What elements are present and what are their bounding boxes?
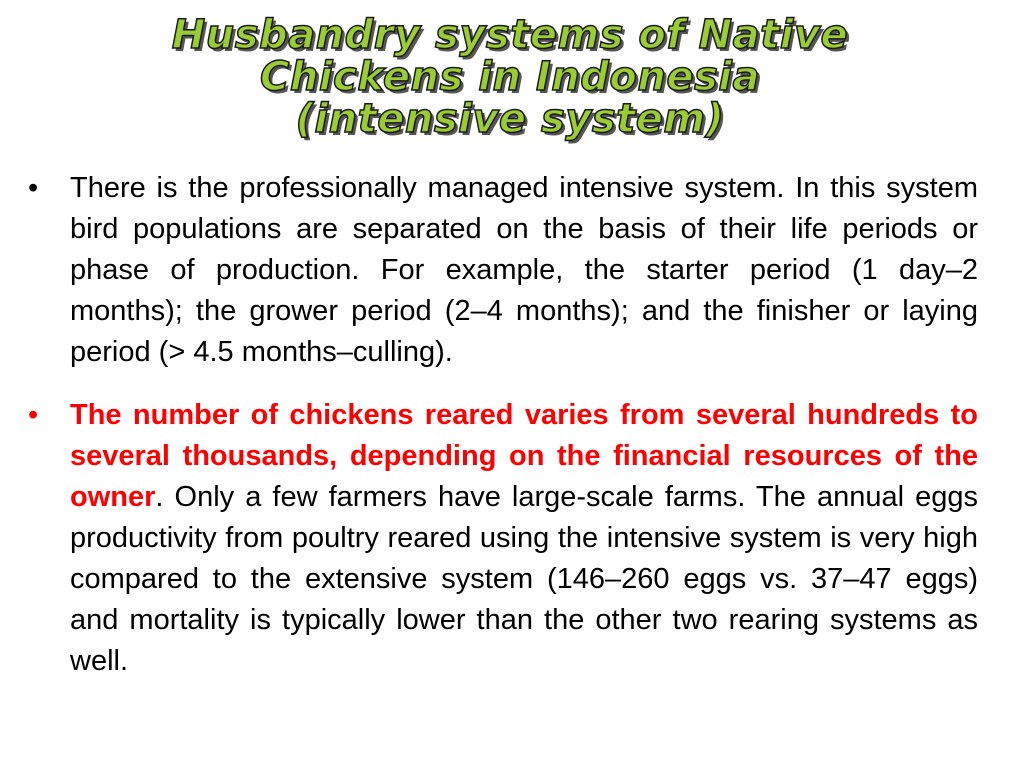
bullet-icon: • xyxy=(28,172,39,204)
bullet-text: There is the professionally managed intensive system. In this system bird populations are separated on the basis of their life periods or phase of production. For example, the starter period (1 day–2 months); the grower period (2–4 months); and the finisher or laying period (> 4.5 months–culling). xyxy=(70,172,978,368)
bullet-item xyxy=(24,168,978,373)
title-line-2: Chickens in Indonesia xyxy=(260,54,760,100)
title-line-3: (intensive system) xyxy=(295,96,725,142)
title-line-1: Husbandry systems of Native xyxy=(171,12,849,58)
bullet-item xyxy=(24,395,978,682)
bullet-emphasis-text: The number of chickens reared varies from several hundreds to several thousands, depending on the financial resources of the owner xyxy=(70,399,978,513)
bullet-text: . Only a few farmers have large-scale farms. The annual eggs productivity from poultry reared using the intensive system is very high compared to the extensive system (146–260 eggs vs. 37–47 eggs) and mortality is typically lower than the other two rearing systems as well. xyxy=(70,481,978,677)
bullet-list xyxy=(24,168,978,704)
slide-title xyxy=(60,14,960,140)
bullet-icon: • xyxy=(28,399,39,431)
